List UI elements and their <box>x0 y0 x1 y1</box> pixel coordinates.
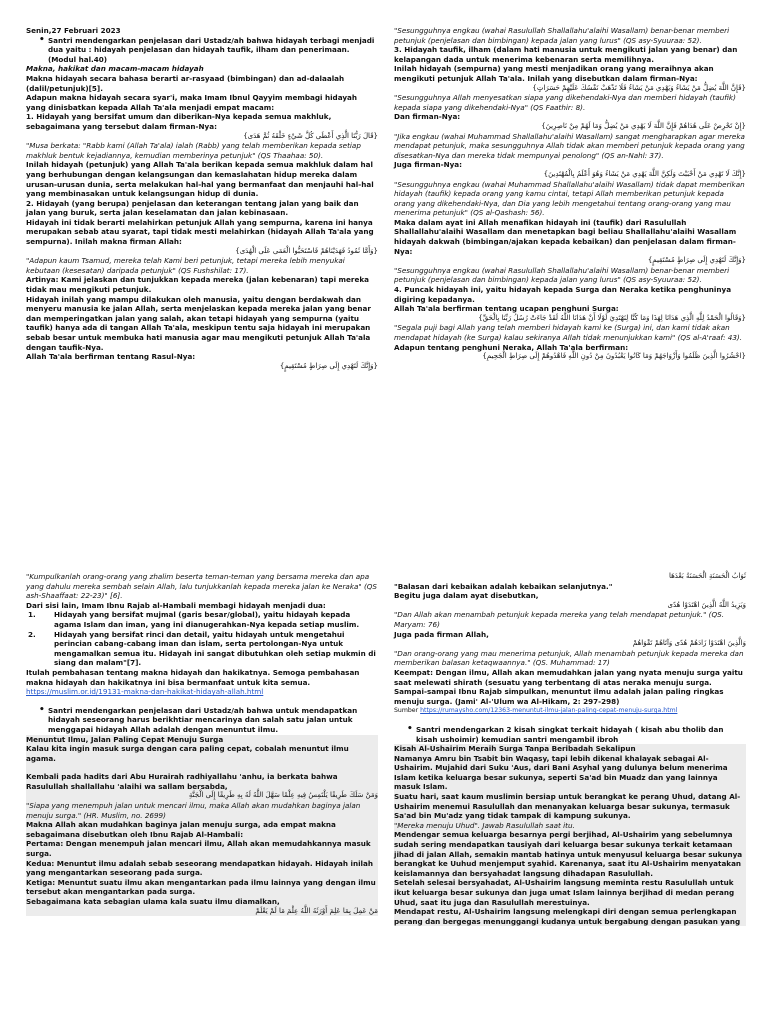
arabic-hadith: وَمَنْ سَلَكَ طَرِيقًا يَلْتَمِسُ فِيهِ عِلْمًا سَهَّلَ اللَّهُ لَهُ بِهِ طَرِيقًا إِلَى الْجَنَّةِ <box>188 791 378 800</box>
arabic-saying: ثَوَابُ الْحَسَنَةِ الْحَسَنَةُ بَعْدَهَا <box>668 572 746 580</box>
paragraph: Begitu juga dalam ayat disebutkan, <box>394 591 539 601</box>
column-bottom-right <box>394 572 746 926</box>
paragraph: Keempat: Dengan ilmu, Allah akan memudahkan jalan yang nyata menuju surga yaitu saat melewati shirath (sesuatu yang terbentang di atas neraka menuju surga. <box>394 667 743 687</box>
arabic-verse: {وَقَالُوا الْحَمْدُ لِلَّهِ الَّذِي هَدَانَا لِهَذَا وَمَا كُنَّا لِنَهْتَدِيَ لَوْلَا أَنْ هَدَانَا اللَّهُ لَقَدْ جَاءَتْ رُسُلُ رَبِّنَا بِالْحَقِّ} <box>478 313 746 322</box>
bullet-kisah: • Santri mendengarkan 2 kisah singkat terkait hidayah ( kisah abu tholib dan kisah ushoimir) kemudian santri mengambil ibroh <box>394 725 746 744</box>
list-item-text: Hidayah yang bersifat mujmal (garis besar/global), yaitu hidayah kepada agama Islam dan iman, yang ini dianugerahkan-Nya kepada setiap muslim. <box>54 610 360 629</box>
quote-translation: "Sesungguhnya engkau (wahai Rasulullah Shallallahu'alaihi Wasallam) benar-benar memberi petunjuk (penjelasan dan bimbingan) kepada jalan yang lurus" (QS asy-Syuuraa: 52). <box>394 26 730 45</box>
paragraph: Inilah hidayah (sempurna) yang mesti menjadikan orang yang meraihnya akan mengikuti petunjuk Allah Ta'ala. Inilah yang disebutkan dalam firman-Nya: <box>394 64 714 83</box>
quote-translation: "Dan Allah akan menambah petunjuk kepada mereka yang telah mendapat petunjuk." (QS. Maryam: 76) <box>394 610 724 629</box>
source-label: Sumber <box>394 707 419 715</box>
paragraph: Artinya: Kami jelaskan dan tunjukkan kepada mereka (jalan kebenaran) tapi mereka tidak mau mengikuti petunjuk. <box>26 275 369 295</box>
paragraph: Kembali pada hadits dari Abu Hurairah radhiyallahu 'anhu, ia berkata bahwa Rasulullah shallallahu 'alaihi wa sallam bersabda, <box>26 772 338 791</box>
arabic-verse: {وَأَمَّا ثَمُودُ فَهَدَيْنَاهُمْ فَاسْتَحَبُّوا الْعَمَى عَلَى الْهُدَى} <box>235 246 378 255</box>
quote-translation: "Sesungguhnya Allah menyesatkan siapa yang dikehendaki-Nya dan memberi hidayah (taufik) kepada siapa yang dikehendaki-Nya" (QS Faathir: 8). <box>394 93 736 112</box>
paragraph-definition: Makna hidayah secara bahasa berarti ar-rasyaad (bimbingan) dan ad-dalaalah (dalil/petunjuk)[5]. <box>26 73 345 93</box>
arabic-verse: {وَإِنَّكَ لَتَهْدِي إِلَى صِرَاطٍ مُسْتَقِيمٍ} <box>279 361 378 370</box>
column-bottom-left <box>26 572 378 916</box>
arabic-verse: {إِنْ تَحْرِصْ عَلَى هُدَاهُمْ فَإِنَّ اللَّهَ لَا يَهْدِي مَنْ يُضِلُّ وَمَا لَهُمْ مِنْ نَاصِرِينَ} <box>541 121 746 130</box>
list-item-1 <box>26 610 378 629</box>
quote-translation: "Dan orang-orang yang mau menerima petunjuk, Allah menambah petunjuk kepada mereka dan memberikan balasan ketaqwaannya." (QS. Muhammad: 17) <box>394 648 744 668</box>
column-top-left <box>26 26 378 371</box>
arabic-verse: {قَالَ رَبُّنَا الَّذِي أَعْطَى كُلَّ شَيْءٍ خَلْقَهُ ثُمَّ هَدَى} <box>243 131 378 140</box>
paragraph: Ketiga: Menuntut suatu ilmu akan mengantarkan pada ilmu lainnya yang dengan ilmu tersebut akan mengantarkan pada surga. <box>26 877 376 897</box>
paragraph: Mendengar semua keluarga besarnya pergi berjihad, Al-Ushairim yang sebelumnya sudah sering mendapatkan tausiyah dari keluarga besar sukunya terkait ketamaan jihad di jalan Allah, semakin mantab hatinya untuk menyusul keluarga besar sukunya berangkat ke Uuhud menjemput syahid. Karenanya, saat itu Al-Ushairim menyatakan keislamannya dan bersyahadat langsung dihadapan Rasulullah. <box>394 830 743 878</box>
date-line: Senin,27 Februari 2023 <box>26 26 121 35</box>
paragraph: "Balasan dari kebaikan adalah kebaikan selanjutnya." <box>394 581 613 591</box>
paragraph-adapun: Adapun makna hidayah secara syar'i, maka Imam Ibnul Qayyim membagi hidayah yang dinisbatkan kepada Allah Ta'ala menjadi empat macam: <box>26 93 357 112</box>
highlighted-section <box>394 744 746 926</box>
list-number: 1. <box>28 610 36 620</box>
quote-translation: "Jika engkau (wahai Muhammad Shallallahu'alaihi Wasallam) sangat mengharapkan agar mereka mendapat petunjuk, maka sesungguhnya Allah tidak akan memberi petunjuk kepada orang yang disesatkan-Nya dan mereka tidak mempunyai penolong" (QS an-Nahl: 37). <box>394 131 745 160</box>
paragraph: Suatu hari, saat kaum muslimin bersiap untuk berangkat ke perang Uhud, datang Al-Ushairim menemui Rasulullah dan menanyakan keluarga besar sukunya, termasuk Sa'ad bin Mu'adz yang tidak tampak di kampung sukunya. <box>394 792 741 821</box>
paragraph: Kalau kita ingin masuk surga dengan cara paling cepat, cobalah menuntut ilmu agama. <box>26 744 349 763</box>
subheading: Menuntut Ilmu, Jalan Paling Cepat Menuju Surga <box>26 734 224 744</box>
arabic-verse: وَالَّذِينَ اهْتَدَوْا زَادَهُمْ هُدًى وَآتَاهُمْ تَقْوَاهُمْ <box>632 639 746 648</box>
list-number: 2. <box>28 629 36 639</box>
paragraph: Adapun tentang penghuni Neraka, Allah Ta'ala berfirman: <box>394 342 629 352</box>
paragraph: Juga pada firman Allah, <box>394 629 489 639</box>
paragraph: Dari sisi lain, Imam Ibnu Rajab al-Hambali membagi hidayah menjadi dua: <box>26 600 326 610</box>
point-4: 4. Puncak hidayah ini, yaitu hidayah kepada Surga dan Neraka ketika penghuninya digiring kepadanya. <box>394 285 732 304</box>
column-top-right <box>394 26 746 362</box>
bullet-intro: • Santri mendengarkan penjelasan dari Ustadz/ah bahwa hidayah terbagi menjadi dua yaitu : hidayah penjelasan dan hidayah taufik, ilham dan penerimaan. (Modul hal.40) <box>26 36 378 65</box>
paragraph: Allah Ta'ala berfirman tentang Rasul-Nya: <box>26 352 196 362</box>
paragraph: Juga firman-Nya: <box>394 160 463 170</box>
paragraph: Maka dalam ayat ini Allah menafikan hidayah ini (taufik) dari Rasulullah Shallallahu'alaihi Wasallam dan menetapkan bagi beliau Shallallahu'alaihi Wasallam hidayah dakwah (bimbingan/ajakan kepada kebaikan) dan penjelasan dalam firman-Nya: <box>394 217 737 256</box>
arabic-verse: {وَإِنَّكَ لَتَهْدِي إِلَى صِرَاطٍ مُسْتَقِيمٍ} <box>647 256 746 265</box>
quote-translation: "Musa berkata: "Rabb kami (Allah Ta'ala) ialah (Rabb) yang telah memberikan kepada setiap makhluk bentuk kejadiannya, kemudian memberinya petunjuk" (QS Thaahaa: 50). <box>26 141 361 160</box>
paragraph: Pertama: Dengan menempuh jalan mencari ilmu, Allah akan memudahkannya masuk surga. <box>26 839 371 859</box>
arabic-saying: مَنْ عَمِلَ بِمَا عَلِمَ أَوْرَثَهُ اللَّهُ عِلْمَ مَا لَمْ يَعْلَمْ <box>255 906 378 915</box>
bullet-menuntut-ilmu: • Santri mendengarkan penjelasan dari Ustadz/ah bahwa untuk mendapatkan hidayah seseorang harus berikhtiar mencarinya dan salah satu jalan untuk menggapai hidayah Allah adalah dengan menuntut ilmu. <box>26 706 378 735</box>
quote-translation: "Sesungguhnya engkau (wahai Rasulullah Shallallahu'alaihi Wasallam) benar-benar memberi petunjuk (penjelasan dan bimbingan) kepada jalan yang lurus" (QS asy-Syuuraa: 52). <box>394 265 730 285</box>
quote-translation: "Siapa yang menempuh jalan untuk mencari ilmu, maka Allah akan mudahkan baginya jalan menuju surga." (HR. Muslim, no. 2699) <box>26 801 361 820</box>
paragraph: Hidayah ini tidak berarti melahirkan petunjuk Allah yang sempurna, karena ini hanya merupakan sebab atau syarat, tapi tidak mesti melahirkan (hidayah Allah Ta'ala yang sempurna). Inilah makna firman Allah: <box>26 217 374 247</box>
highlighted-section <box>26 735 378 917</box>
paragraph: Makna Allah akan mudahkan baginya jalan menuju surga, ada empat makna sebagaimana disebutkan oleh Ibnu Rajab Al-Hambali: <box>26 820 336 839</box>
quote-translation: "Mereka menuju Uhud". Jawab Rasulullah saat itu. <box>394 820 575 830</box>
paragraph: Inilah hidayah (petunjuk) yang Allah Ta'ala berikan kepada semua makhluk dalam hal yang berhubungan dengan kelangsungan dan kemaslahatan hidup mereka dalam urusan-urusan dunia, serta melakukan hal-hal yang bermanfaat dan menjauhi hal-hal yang membinasakan untuk kelangsungan hidup di dunia. <box>26 160 374 199</box>
list-item-text: Hidayah yang bersifat rinci dan detail, yaitu hidayah untuk mengetahui perincian cabang-cabang iman dan islam, serta pertolongan-Nya untuk mengamalkan semua itu. Hidayah ini sangat dibutuhkan oleh setiap mukmin di siang dan malam"[7]. <box>54 629 376 668</box>
list-item-2 <box>26 630 378 668</box>
point-2: 2. Hidayah (yang berupa) penjelasan dan keterangan tentang jalan yang baik dan jalan yang buruk, serta jalan keselamatan dan jalan kebinasaan. <box>26 198 359 218</box>
arabic-verse: {فَإِنَّ اللَّهَ يُضِلُّ مَنْ يَشَاءُ وَيَهْدِي مَنْ يَشَاءُ فَلَا تَذْهَبْ نَفْسُكَ عَلَيْهِمْ حَسَرَاتٍ} <box>532 83 746 92</box>
story-title: Kisah Al-Ushairim Meraih Surga Tanpa Beribadah Sekalipun <box>394 744 636 754</box>
point-3: 3. Hidayah taufik, ilham (dalam hati manusia untuk mengikuti jalan yang benar) dan kelapangan dada untuk menerima kebenaran serta memilihnya. <box>394 45 738 64</box>
quote-translation: "Kumpulkanlah orang-orang yang zhalim beserta teman-teman yang bersama mereka dan apa yang dahulu mereka sembah selain Allah, lalu tunjukkanlah kepada mereka jalan ke Neraka" (QS ash-Shaaffaat: 22-23)" [6]. <box>26 572 377 601</box>
quote-translation: "Sesungguhnya engkau (wahai Muhammad Shallallahu'alaihi Wasallam) tidak dapat memberikan hidayah (taufik) kepada orang yang kamu cintai, tetapi Allah memberikan petunjuk kepada orang yang dikehendaki-Nya, dan Dia yang lebih mengetahui tentang orang-orang yang mau menerima petunjuk" (QS al-Qashash: 56). <box>394 179 745 218</box>
source-link[interactable]: https://muslim.or.id/19131-makna-dan-hakikat-hidayah-allah.html <box>26 687 264 697</box>
paragraph: Sampai-sampai Ibnu Rajab simpulkan, menuntut ilmu adalah jalan paling ringkas menuju surga. (Jami' Al-'Ulum wa Al-Hikam, 2: 297-298) <box>394 687 724 706</box>
paragraph: Itulah pembahasan tentang makna hidayah dan hakikatnya. Semoga pembahasan makna hidayah dan hakikatnya ini bisa bermanfaat untuk kita semua. <box>26 667 360 687</box>
paragraph: Setelah selesai bersyahadat, Al-Ushairim langsung meminta restu Rasulullah untuk ikut keluarga besar sukunya dan juga umat Islam lainnya berjihad di medan perang Uhud, saat itu juga dan Rasulullah merestuinya. <box>394 878 735 907</box>
arabic-verse: {إِنَّكَ لَا تَهْدِي مَنْ أَحْبَبْتَ وَلَكِنَّ اللَّهَ يَهْدِي مَنْ يَشَاءُ وَهُوَ أَعْلَمُ بِالْمُهْتَدِينَ} <box>543 169 746 178</box>
arabic-verse: وَيَزِيدُ اللَّهُ الَّذِينَ اهْتَدَوْا هُدًى <box>667 600 746 609</box>
paragraph: Mendapat restu, Al-Ushairim langsung melengkapi diri dengan semua perlengkapan perang dan bergegas menunggangi kudanya untuk bergabung dengan pasukan yang <box>394 907 741 926</box>
quote-translation: "Segala puji bagi Allah yang telah memberi hidayah kami ke (Surga) ini, dan kami tidak akan mendapat hidayah (ke Surga) kalau sekiranya Allah tidak menunjukkan kami" (QS al-A'raaf: 43). <box>394 323 743 342</box>
section-heading: Makna, hakikat dan macam-macam hidayah <box>26 64 204 74</box>
paragraph: Dan firman-Nya: <box>394 112 461 122</box>
quote-translation: "Adapun kaum Tsamud, mereka telah Kami beri petunjuk, tetapi mereka lebih menyukai kebutaan (kesesatan) daripada petunjuk" (QS Fushshilat: 17). <box>26 256 345 275</box>
paragraph: Sebagaimana kata sebagian ulama kala suatu ilmu diamalkan, <box>26 897 280 906</box>
point-1: 1. Hidayah yang bersifat umum dan diberikan-Nya kepada semua makhluk, sebagaimana yang tersebut dalam firman-Nya: <box>26 112 332 131</box>
paragraph: Allah Ta'ala berfirman tentang ucapan penghuni Surga: <box>394 304 619 314</box>
arabic-verse: {احْشُرُوا الَّذِينَ ظَلَمُوا وَأَزْوَاجَهُمْ وَمَا كَانُوا يَعْبُدُونَ مِنْ دُونِ اللَّهِ فَاهْدُوهُمْ إِلَى صِرَاطِ الْجَحِيمِ} <box>482 352 746 361</box>
paragraph: Hidayah inilah yang mampu dilakukan oleh manusia, yaitu dengan berdakwah dan menyeru manusia ke jalan Allah, serta menjelaskan kepada mereka jalan yang benar dan memperingatkan jalan yang salah, akan tetapi hidayah yang sempurna (yaitu taufik) hanya ada di tangan Allah Ta'ala, meskipun tentu saja hidayah ini merupakan sebab besar untuk membuka hati manusia agar mau mengikuti petunjuk Allah Ta'ala dengan taufik-Nya. <box>26 294 371 352</box>
paragraph: Namanya Amru bin Tsabit bin Waqasy, tapi lebih dikenal khalayak sebagai Al-Ushairim. Mujahid dari Suku 'Aus, dari Bani Asyhal yang dulunya belum menerima Islam ketika keluarga besar sukunya, seperti Sa'ad bin Muadz dan yang lainnya masuk Islam. <box>394 753 728 792</box>
source-line <box>394 706 746 716</box>
paragraph: Kedua: Menuntut ilmu adalah sebab seseorang mendapatkan hidayah. Hidayah inilah yang mengantarkan seseorang pada surga. <box>26 858 373 878</box>
source-link[interactable]: https://rumaysho.com/12363-menuntut-ilmu-jalan-paling-cepat-menuju-surga.html <box>420 707 678 715</box>
